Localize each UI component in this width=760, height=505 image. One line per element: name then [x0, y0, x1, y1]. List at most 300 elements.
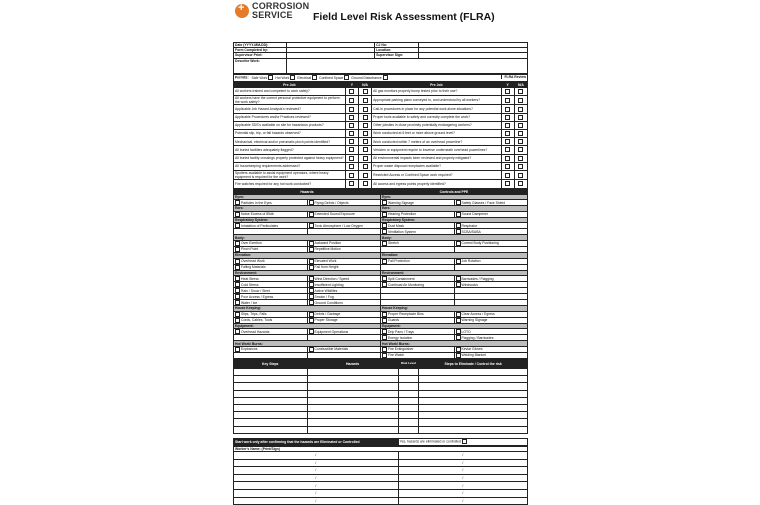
info-table — [233, 42, 528, 74]
control-section-label: Elevation: — [381, 253, 528, 259]
hazard-option-checkbox[interactable] — [235, 318, 240, 323]
risk-level-field[interactable] — [398, 397, 419, 404]
control-option-cell — [381, 353, 455, 359]
control-option-checkbox[interactable] — [382, 200, 387, 205]
control-option-label: Barricades / Flagging — [461, 276, 494, 281]
hazard-field[interactable] — [307, 376, 398, 383]
hazard-option-label: Falling Materials — [241, 265, 266, 270]
hazard-option-checkbox[interactable] — [235, 212, 240, 217]
worker-sign-field[interactable] — [398, 482, 527, 490]
control-step-field[interactable] — [419, 426, 528, 433]
prejob-y-left-checkbox[interactable] — [349, 147, 354, 152]
prejob-na-left-cell — [358, 170, 371, 179]
prejob-y-right-checkbox[interactable] — [505, 131, 510, 136]
permit-checkbox[interactable] — [312, 75, 317, 80]
prejob-na-left-checkbox[interactable] — [363, 89, 368, 94]
hazard-option-checkbox[interactable] — [235, 288, 240, 293]
permit-checkbox[interactable] — [268, 75, 273, 80]
control-option-checkbox[interactable] — [456, 347, 461, 352]
prejob-question-right: Appropriate parking plans conveyed to, and understood by all workers? — [372, 96, 501, 105]
worker-slash: / — [315, 460, 317, 465]
worker-row — [234, 467, 528, 475]
prejob-na-right-cell — [514, 138, 527, 146]
prejob-na-left-cell — [358, 154, 371, 162]
prejob-y-left-checkbox[interactable] — [349, 98, 354, 103]
hazard-section-label: Hot Work/ Burns: — [234, 341, 381, 347]
prejob-na-right-checkbox[interactable] — [518, 131, 523, 136]
prejob-na-left-cell — [358, 87, 371, 95]
hazard-field[interactable] — [307, 412, 398, 419]
hazard-option-checkbox[interactable] — [309, 329, 314, 334]
prejob-y-right-checkbox[interactable] — [505, 123, 510, 128]
prejob-y-left-checkbox[interactable] — [349, 131, 354, 136]
hazard-option-checkbox[interactable] — [235, 329, 240, 334]
key-step-field[interactable] — [234, 369, 308, 376]
control-option-label: Proper Receptacle Bins — [388, 312, 424, 317]
hazard-option-label: Elevated Work — [314, 259, 337, 264]
prejob-na-left-checkbox[interactable] — [363, 164, 368, 169]
hazard-option-label: Repetitive Motion — [314, 247, 341, 252]
hazard-option-checkbox[interactable] — [235, 312, 240, 317]
control-option-checkbox[interactable] — [456, 335, 461, 340]
prejob-question-right: All environmental impacts been reviewed and properly mitigated? — [372, 154, 501, 162]
worker-slash: / — [462, 453, 464, 458]
worker-sign-field[interactable] — [234, 451, 399, 459]
hazard-option-checkbox[interactable] — [235, 247, 240, 252]
permit-label: Hot Work — [275, 75, 290, 80]
prejob-na-left-cell — [358, 138, 371, 146]
worker-sign-field[interactable] — [234, 459, 399, 467]
prejob-na-right-checkbox[interactable] — [518, 89, 523, 94]
prejob-y-left-cell — [345, 121, 358, 129]
control-section-label: Eyes: — [381, 194, 528, 200]
hazard-section-label: House Keeping: — [234, 306, 381, 312]
control-option-label: LOTO — [461, 329, 471, 334]
control-option-label: Safety Glasses / Face Shield — [461, 200, 506, 205]
hazard-option-cell — [307, 353, 381, 359]
prejob-heading-right: Pre Job — [372, 82, 501, 87]
prejob-na-left-checkbox[interactable] — [363, 115, 368, 120]
prejob-y-right-checkbox[interactable] — [505, 107, 510, 112]
control-section-label: Equipment: — [381, 323, 528, 329]
prejob-y-left-checkbox[interactable] — [349, 181, 354, 186]
prejob-na-left-checkbox[interactable] — [363, 107, 368, 112]
worker-sign-field[interactable] — [398, 451, 527, 459]
risk-level-field[interactable] — [398, 419, 419, 426]
control-step-field[interactable] — [419, 376, 528, 383]
prejob-y-right-cell — [501, 87, 514, 95]
prejob-na-left-cell — [358, 180, 371, 188]
prejob-na-left-cell — [358, 146, 371, 154]
hazard-option-label: Wind Direction / Speed — [314, 276, 350, 281]
workers-table — [233, 446, 528, 505]
hazard-option-checkbox[interactable] — [309, 241, 314, 246]
control-option-checkbox[interactable] — [382, 241, 387, 246]
key-step-row — [234, 369, 528, 376]
prejob-na-left-checkbox[interactable] — [363, 173, 368, 178]
key-step-row — [234, 390, 528, 397]
prejob-question-left: All housekeeping requirements addressed? — [234, 162, 346, 170]
worker-row — [234, 497, 528, 505]
prejob-na-right-checkbox[interactable] — [518, 139, 523, 144]
prejob-na-left-cell — [358, 105, 371, 113]
prejob-y-right-checkbox[interactable] — [505, 147, 510, 152]
prejob-y-left-checkbox[interactable] — [349, 139, 354, 144]
hazard-option-label: Inhalation of Particulates — [241, 223, 279, 228]
key-step-row — [234, 383, 528, 390]
hazard-field[interactable] — [307, 369, 398, 376]
risk-level-field[interactable] — [398, 412, 419, 419]
hazard-option-label: Water / Ice — [241, 300, 258, 305]
confirm-yes-label: Yes, hazards are eliminated or controlled — [399, 439, 461, 444]
describe-label: Describe Work: — [234, 58, 287, 73]
prejob-y-right-checkbox[interactable] — [505, 89, 510, 94]
flra-form — [233, 1, 528, 503]
control-option-label: Ventilation System — [388, 229, 416, 234]
prejob-question-right: Vehicles or equipment require to traverse underneath overhead powerlines? — [372, 146, 501, 154]
worker-sign-field[interactable] — [234, 474, 399, 482]
hazard-option-checkbox[interactable] — [309, 347, 314, 352]
control-option-checkbox[interactable] — [456, 329, 461, 334]
prejob-y-right-checkbox[interactable] — [505, 173, 510, 178]
hazard-option-checkbox[interactable] — [309, 282, 314, 287]
hazard-option-label: Combustible Materials — [314, 347, 349, 352]
control-option-checkbox[interactable] — [456, 223, 461, 228]
control-step-field[interactable] — [419, 404, 528, 411]
worker-sign-field[interactable] — [398, 474, 527, 482]
prejob-y-left-cell — [345, 180, 358, 188]
key-step-field[interactable] — [234, 412, 308, 419]
prejob-question-right: All gas monitors properly bump tested prior to their use? — [372, 87, 501, 95]
key-step-field[interactable] — [234, 419, 308, 426]
prejob-question-left: All workers trained and competent to work safely? — [234, 87, 346, 95]
risk-level-field[interactable] — [398, 390, 419, 397]
control-option-checkbox[interactable] — [456, 259, 461, 264]
prejob-row — [234, 105, 528, 113]
company-logo — [235, 2, 309, 20]
prejob-na-right-checkbox[interactable] — [518, 173, 523, 178]
control-option-label: Hearing Protection — [388, 212, 417, 217]
prejob-row — [234, 87, 528, 95]
prejob-question-right: Other jobsites in close proximity potentially endangering workers? — [372, 121, 501, 129]
worker-slash: / — [315, 468, 317, 473]
prejob-na-right-cell — [514, 113, 527, 121]
risk-level-field[interactable] — [398, 369, 419, 376]
control-option-checkbox[interactable] — [382, 212, 387, 217]
hazard-option-label: Insufficient Lighting — [314, 282, 344, 287]
prejob-y-left-checkbox[interactable] — [349, 89, 354, 94]
worker-row — [234, 459, 528, 467]
hazard-option-label: Extended Sound Exposure — [314, 212, 355, 217]
permit-option — [319, 76, 349, 80]
control-option-checkbox[interactable] — [456, 276, 461, 281]
hazard-option-label: Fall from Height — [314, 265, 339, 270]
hazard-option-label: Cords, Cables, Tools — [241, 318, 273, 323]
permit-label: Ground Disturbance — [351, 75, 382, 80]
control-option-label: Clear Access / Egress — [461, 312, 495, 317]
control-option-checkbox[interactable] — [382, 312, 387, 317]
prejob-y-left-checkbox[interactable] — [349, 115, 354, 120]
worker-slash: / — [315, 491, 317, 496]
worker-sign-field[interactable] — [398, 459, 527, 467]
hazard-option-checkbox[interactable] — [235, 276, 240, 281]
hazard-option-checkbox[interactable] — [235, 200, 240, 205]
worker-sign-field[interactable] — [398, 489, 527, 497]
hazard-option-checkbox[interactable] — [309, 276, 314, 281]
permit-checkbox[interactable] — [344, 75, 349, 80]
hazard-option-label: Heat Stress — [241, 276, 259, 281]
prejob-question-left: Potential slip, trip, or fall hazards observed? — [234, 129, 346, 137]
permit-checkbox[interactable] — [290, 75, 295, 80]
prejob-question-left: Fire watches required for any hot work conducted? — [234, 180, 346, 188]
hazard-option-checkbox[interactable] — [235, 300, 240, 305]
permit-checkbox[interactable] — [383, 75, 388, 80]
prejob-y-left-checkbox[interactable] — [349, 164, 354, 169]
prejob-y-right-checkbox[interactable] — [505, 164, 510, 169]
control-section-label: House Keeping: — [381, 306, 528, 312]
prejob-y-left-cell — [345, 138, 358, 146]
prejob-na-right-checkbox[interactable] — [518, 98, 523, 103]
permit-label: Safe Work — [251, 75, 268, 80]
prejob-question-left: Applicable Job Hazard Analysis's reviewed? — [234, 105, 346, 113]
prejob-y-right-checkbox[interactable] — [505, 181, 510, 186]
key-step-field[interactable] — [234, 404, 308, 411]
control-option-checkbox[interactable] — [382, 259, 387, 264]
control-step-field[interactable] — [419, 419, 528, 426]
hazard-option-label: Flying Debris / Objects — [314, 200, 349, 205]
control-section-label: Environment: — [381, 270, 528, 276]
control-option-checkbox[interactable] — [456, 318, 461, 323]
worker-slash: / — [315, 483, 317, 488]
key-step-field[interactable] — [234, 426, 308, 433]
control-option-checkbox[interactable] — [456, 353, 461, 358]
hazard-option-checkbox[interactable] — [309, 265, 314, 270]
prejob-na-left-cell — [358, 96, 371, 105]
worker-row — [234, 489, 528, 497]
hazard-option-checkbox[interactable] — [309, 223, 314, 228]
hazard-option-label: Overhead Hazards — [241, 329, 270, 334]
control-option-label: Spill Containment — [388, 276, 415, 281]
prejob-na-right-checkbox[interactable] — [518, 156, 523, 161]
hazard-option-label: Poor Access / Egress — [241, 294, 274, 299]
control-option-label: Energy Isolation — [388, 335, 413, 340]
control-option-checkbox[interactable] — [382, 335, 387, 340]
control-option-label: Correct Body Positioning — [461, 241, 499, 246]
control-option-label: Guards — [388, 318, 400, 323]
prejob-y-left-checkbox[interactable] — [349, 156, 354, 161]
worker-slash: / — [462, 483, 464, 488]
risk-level-field[interactable] — [398, 426, 419, 433]
confirm-checkbox[interactable] — [462, 439, 467, 444]
prejob-y-right-checkbox[interactable] — [505, 139, 510, 144]
prejob-y-right-cell — [501, 154, 514, 162]
hazard-option-checkbox[interactable] — [309, 288, 314, 293]
prejob-na-right-cell — [514, 154, 527, 162]
prejob-y-left: Y — [345, 82, 358, 87]
hazard-field[interactable] — [307, 404, 398, 411]
form-header — [233, 2, 528, 42]
control-step-field[interactable] — [419, 383, 528, 390]
logo-line2: SERVICE — [252, 10, 293, 20]
prejob-row — [234, 154, 528, 162]
prejob-na-right-checkbox[interactable] — [518, 115, 523, 120]
control-option-checkbox[interactable] — [456, 212, 461, 217]
hazard-section-label: Eyes: — [234, 194, 381, 200]
prejob-y-right-cell — [501, 162, 514, 170]
prejob-question-right: All access and egress points properly identified? — [372, 180, 501, 188]
worker-slash: / — [315, 453, 317, 458]
hazard-option-checkbox[interactable] — [309, 259, 314, 264]
prejob-question-left: Spotters available to assist equipment operators, where heavy equipment is required for the work? — [234, 170, 346, 179]
prejob-na-left-checkbox[interactable] — [363, 98, 368, 103]
prejob-na-left-cell — [358, 129, 371, 137]
hazard-section-label: Elevation: — [234, 253, 381, 259]
risk-level-field[interactable] — [398, 376, 419, 383]
control-option-checkbox[interactable] — [382, 318, 387, 323]
confirm-table — [233, 438, 528, 446]
hazard-field[interactable] — [307, 419, 398, 426]
worker-sign-field[interactable] — [234, 489, 399, 497]
prejob-na-left-checkbox[interactable] — [363, 181, 368, 186]
prejob-na-left-checkbox[interactable] — [363, 123, 368, 128]
control-step-field[interactable] — [419, 390, 528, 397]
prejob-y-right-cell — [501, 113, 514, 121]
control-option-label: Fire Extinguisher — [388, 347, 414, 352]
form-title: Field Level Risk Assessment (FLRA) — [313, 11, 495, 23]
sup-print-label: Supervisor Print: — [234, 53, 287, 58]
prejob-na-left-checkbox[interactable] — [363, 147, 368, 152]
prejob-na-right-cell — [514, 121, 527, 129]
control-option-checkbox[interactable] — [382, 347, 387, 352]
prejob-heading: Pre Job — [234, 82, 346, 87]
prejob-na-right-cell — [514, 96, 527, 105]
hazard-option-checkbox[interactable] — [235, 265, 240, 270]
prejob-na-left-cell — [358, 162, 371, 170]
prejob-na-right-cell — [514, 87, 527, 95]
control-step-field[interactable] — [419, 369, 528, 376]
prejob-y-left-checkbox[interactable] — [349, 123, 354, 128]
hazard-section-label: Body: — [234, 235, 381, 241]
hazard-option-checkbox[interactable] — [309, 247, 314, 252]
worker-sign-field[interactable] — [234, 497, 399, 505]
control-step-field[interactable] — [419, 397, 528, 404]
hazard-section-label: Ears: — [234, 206, 381, 212]
prejob-y-left-checkbox[interactable] — [349, 173, 354, 178]
worker-row — [234, 451, 528, 459]
worker-sign-field[interactable] — [234, 467, 399, 475]
prejob-y-right-checkbox[interactable] — [505, 115, 510, 120]
control-option-checkbox[interactable] — [382, 223, 387, 228]
prejob-y-left-cell — [345, 146, 358, 154]
worker-sign-field[interactable] — [234, 482, 399, 490]
hazard-field[interactable] — [307, 397, 398, 404]
prejob-na-right-checkbox[interactable] — [518, 107, 523, 112]
hazard-option-label: Cold Stress — [241, 282, 259, 287]
hazard-option-checkbox[interactable] — [235, 294, 240, 299]
hazard-field[interactable] — [307, 426, 398, 433]
control-option-label: Stretch — [388, 241, 399, 246]
risk-level-field[interactable] — [398, 383, 419, 390]
hazard-option-checkbox[interactable] — [235, 282, 240, 287]
prejob-na-left-checkbox[interactable] — [363, 139, 368, 144]
hazard-field[interactable] — [307, 383, 398, 390]
hazard-option-checkbox[interactable] — [235, 347, 240, 352]
hazard-option-cell — [234, 353, 308, 359]
prejob-na-right-checkbox[interactable] — [518, 147, 523, 152]
permit-label: Electrical — [297, 75, 312, 80]
prejob-row — [234, 113, 528, 121]
hazard-option-checkbox[interactable] — [309, 294, 314, 299]
control-option-checkbox[interactable] — [382, 329, 387, 334]
key-step-row — [234, 419, 528, 426]
permit-option — [252, 76, 274, 80]
prejob-question-right: Restricted Access or Confined Space work required? — [372, 170, 501, 179]
worker-sign-field[interactable] — [398, 497, 527, 505]
prejob-na-left-checkbox[interactable] — [363, 131, 368, 136]
hazard-option-checkbox[interactable] — [309, 300, 314, 305]
hazard-option-checkbox[interactable] — [235, 223, 240, 228]
control-option-label: Kevlar Gloves — [461, 347, 483, 352]
control-option-checkbox[interactable] — [382, 276, 387, 281]
control-option-checkbox[interactable] — [456, 200, 461, 205]
prejob-na-right-cell — [514, 146, 527, 154]
worker-sign-field[interactable] — [398, 467, 527, 475]
key-step-field[interactable] — [234, 376, 308, 383]
prejob-question-left: All buried facilities adequately flagged? — [234, 146, 346, 154]
hazard-option-checkbox[interactable] — [309, 212, 314, 217]
control-option-label: Continual Air Monitoring — [388, 282, 424, 287]
prejob-question-right: Proper waste disposal receptacles available? — [372, 162, 501, 170]
key-step-field[interactable] — [234, 383, 308, 390]
control-option-checkbox[interactable] — [456, 312, 461, 317]
prejob-na-left-checkbox[interactable] — [363, 156, 368, 161]
prejob-na-right-checkbox[interactable] — [518, 123, 523, 128]
control-option-checkbox[interactable] — [456, 282, 461, 287]
prejob-na-right-checkbox[interactable] — [518, 164, 523, 169]
control-option-label: Respirator — [461, 223, 478, 228]
hazard-field[interactable] — [307, 390, 398, 397]
control-option-checkbox[interactable] — [382, 353, 387, 358]
control-step-field[interactable] — [419, 412, 528, 419]
prejob-y-right-checkbox[interactable] — [505, 156, 510, 161]
prejob-na-right-cell — [514, 105, 527, 113]
risk-level-field[interactable] — [398, 404, 419, 411]
control-option-checkbox[interactable] — [382, 229, 387, 234]
permit-label: Confined Space — [319, 75, 344, 80]
hazard-option-checkbox[interactable] — [309, 318, 314, 323]
prejob-na-left: N/A — [358, 82, 371, 87]
prejob-row — [234, 138, 528, 146]
prejob-y-left-checkbox[interactable] — [349, 107, 354, 112]
key-steps-table — [233, 359, 528, 434]
key-step-field[interactable] — [234, 397, 308, 404]
prejob-y-right-checkbox[interactable] — [505, 98, 510, 103]
hazard-option-checkbox[interactable] — [309, 312, 314, 317]
prejob-y-right: Y — [501, 82, 514, 87]
prejob-na-right-checkbox[interactable] — [518, 181, 523, 186]
control-option-checkbox[interactable] — [382, 282, 387, 287]
hazard-option-checkbox[interactable] — [235, 241, 240, 246]
hazard-option-checkbox[interactable] — [309, 200, 314, 205]
describe-field[interactable] — [286, 58, 527, 73]
prejob-y-left-cell — [345, 162, 358, 170]
control-option-checkbox[interactable] — [456, 241, 461, 246]
control-option-label: Sound Dampener — [461, 212, 489, 217]
control-option-checkbox[interactable] — [456, 229, 461, 234]
key-step-field[interactable] — [234, 390, 308, 397]
hazard-option-checkbox[interactable] — [235, 259, 240, 264]
prejob-question-left: All workers have the correct personal protective equipment to perform the work safely? — [234, 96, 346, 105]
